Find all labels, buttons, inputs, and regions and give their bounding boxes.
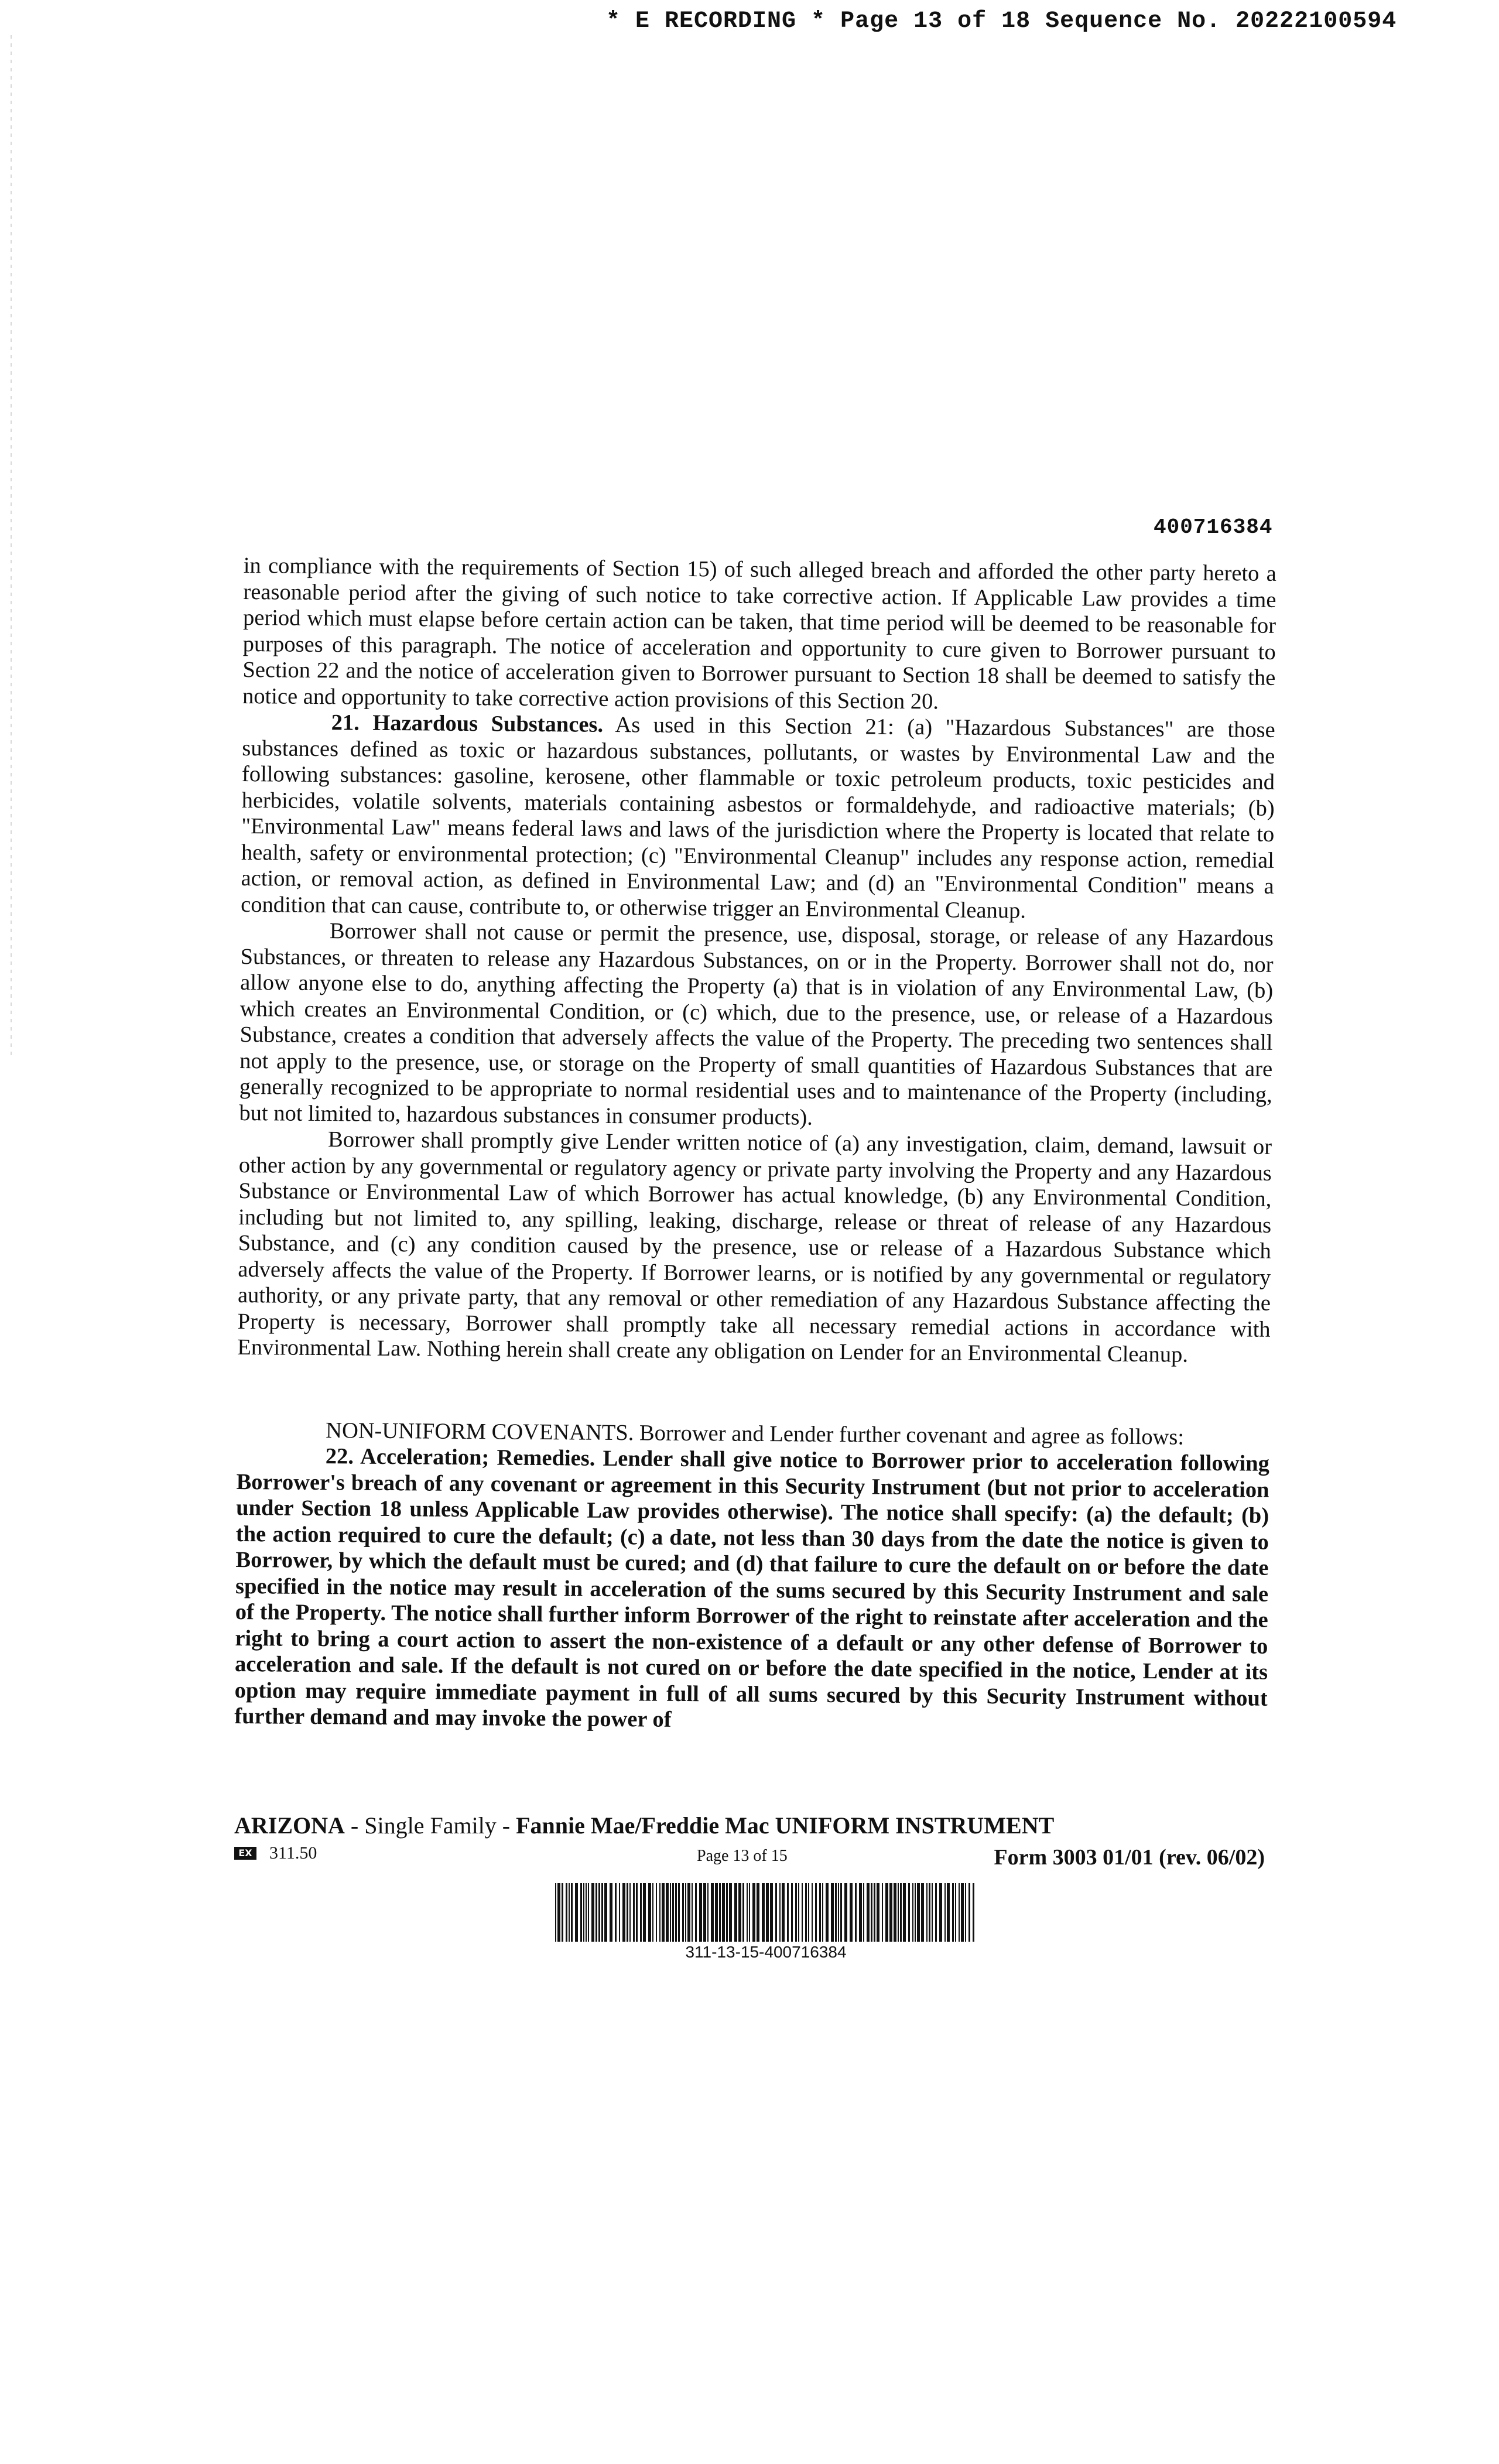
footer-page-number: Page 13 of 15 <box>697 1847 788 1865</box>
footer-instrument: Fannie Mae/Freddie Mac UNIFORM INSTRUMENT <box>516 1812 1055 1839</box>
non-uniform-covenants-heading: NON-UNIFORM COVENANTS. Borrower and Lender further covenant and agree as follows: <box>326 1418 1185 1450</box>
footer-separator: - Single Family - <box>344 1812 516 1839</box>
section-21-paragraph-1 <box>241 709 1275 926</box>
footer-form-number: Form 3003 01/01 (rev. 06/02) <box>994 1845 1265 1870</box>
footer-instrument-line <box>234 1812 1054 1839</box>
loan-number: 400716384 <box>1154 515 1273 539</box>
barcode-icon <box>555 1883 977 1942</box>
section-21-text: As used in this Section 21: (a) "Hazardous Substances" are those substances defined as toxic or hazardous substances, pollutants, or wastes by Environmental Law and the following substances: gasoline, kerosene, other flammable or toxic petroleum products, toxic pesticides and herbicides, volatile solvents, materials containing asbestos or formaldehyde, and radioactive materials; (b) "Environmental Law" means federal laws and laws of the jurisdiction where the Property is located that relate to health, safety or environmental protection; (c) "Environmental Cleanup" includes any response action, remedial action, or removal action, as defined in Environmental Law; and (d) an "Environmental Condition" means a condition that can cause, contribute to, or otherwise trigger an Environmental Cleanup. <box>241 712 1275 923</box>
section-21-paragraph-2: Borrower shall not cause or permit the presence, use, disposal, storage, or release of any Hazardous Substances, or threaten to release any Hazardous Substances, on or in the Property. Borrower shall not do, nor allow anyone else to do, anything affecting the Property (a) that is in violation of any Environmental Law, (b) which creates an Environmental Condition, or (c) which, due to the presence, use, or release of a Hazardous Substance, creates a condition that adversely affects the value of the Property. The preceding two sentences shall not apply to the presence, use, or storage on the Property of small quantities of Hazardous Substances that are generally recognized to be appropriate to normal residential uses and to maintenance of the Property (including, but not limited to, hazardous substances in consumer products). <box>239 919 1274 1130</box>
section-20-continuation: in compliance with the requirements of Section 15) of such alleged breach and afforded the other party hereto a reasonable period after the giving of such notice to take corrective action. If Applicable Law provides a time period which must elapse before certain action can be taken, that time period will be deemed to be reasonable for purposes of this paragraph. The notice of acceleration and opportunity to cure given to Borrower pursuant to Section 22 and the notice of acceleration given to Borrower pursuant to Section 18 shall be deemed to satisfy the notice and opportunity to take corrective action provisions of this Section 20. <box>242 553 1276 714</box>
scan-edge-artifact <box>11 35 12 1060</box>
recording-header: * E RECORDING * Page 13 of 18 Sequence No. 20222100594 <box>606 8 1397 35</box>
ex-logo-icon: EX <box>234 1847 256 1860</box>
footer-form-row <box>234 1843 1265 1873</box>
section-22-paragraph: 22. Acceleration; Remedies. Lender shall give notice to Borrower prior to acceleration following Borrower's breach of any covenant or agreement in this Security Instrument (but not prior to acceleration under Section 18 unless Applicable Law provides otherwise). The notice shall specify: (a) the default; (b) the action required to cure the default; (c) a date, not less than 30 days from the date the notice is given to Borrower, by which the default must be cured; and (d) that failure to cure the default on or before the date specified in the notice may result in acceleration of the sums secured by this Security Instrument and sale of the Property. The notice shall further inform Borrower of the right to reinstate after acceleration and the right to bring a court action to assert the non-existence of a default or any other defense of Borrower to acceleration and sale. If the default is not cured on or before the date specified in the notice, Lender at its option may require immediate payment in full of all sums secured by this Security Instrument without further demand and may invoke the power of <box>234 1444 1269 1732</box>
document-body <box>234 553 1276 1737</box>
footer-form-code: 311.50 <box>269 1843 317 1863</box>
footer-state: ARIZONA <box>234 1812 345 1839</box>
barcode-label: 311-13-15-400716384 <box>685 1943 847 1961</box>
section-21-title: 21. Hazardous Substances. <box>331 710 604 737</box>
section-21-paragraph-3: Borrower shall promptly give Lender written notice of (a) any investigation, claim, demand, lawsuit or other action by any governmental or regulatory agency or private party involving the Property and any Hazardous Substance or Environmental Law of which Borrower has actual knowledge, (b) any Environmental Condition, including but not limited to, any spilling, leaking, discharge, release or threat of release of any Hazardous Substance, and (c) any condition caused by the presence, use or release of a Hazardous Substance which adversely affects the value of the Property. If Borrower learns, or is notified by any governmental or regulatory authority, or any private party, that any removal or other remediation of any Hazardous Substance affecting the Property is necessary, Borrower shall promptly take all necessary remedial actions in accordance with Environmental Law. Nothing herein shall create any obligation on Lender for an Environmental Cleanup. <box>237 1127 1272 1367</box>
